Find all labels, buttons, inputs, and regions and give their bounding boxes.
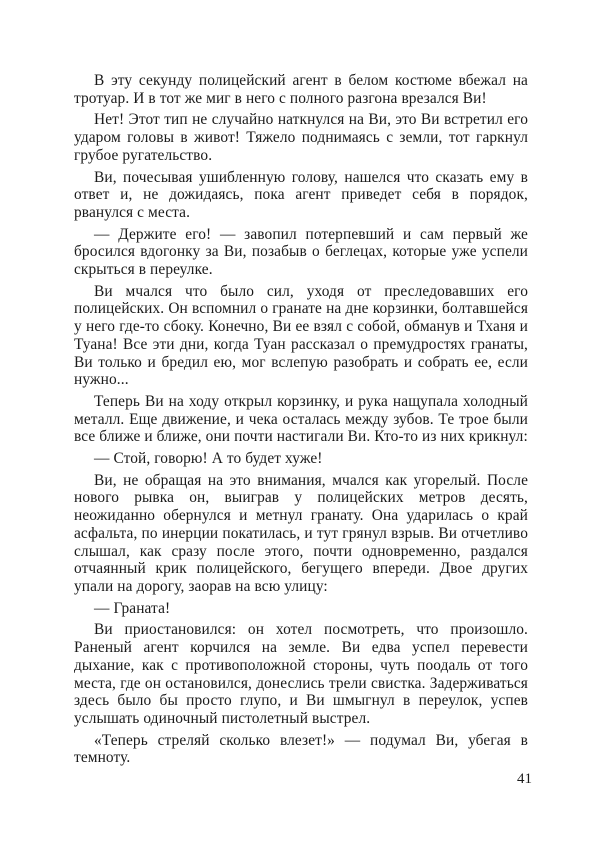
paragraph: «Теперь стреляй сколько влезет!» — подумал Ви, убегая в темноту. <box>74 731 528 767</box>
paragraph: — Стой, говорю! А то будет хуже! <box>94 450 323 468</box>
paragraph: Теперь Ви на ходу открыл корзинку, и рука нащупала холодный металл. Еще движение, и чека осталась между зубов. Те трое были все ближе и ближе, они почти настигали Ви. Кто-то из них крикнул: <box>74 392 528 446</box>
paragraph: — Граната! <box>94 599 171 617</box>
paragraph: — Держите его! — завопил потерпевший и сам первый же бросился вдогонку за Ви, позабыв о беглецах, которые уже успели скрыться в переулке. <box>74 225 528 279</box>
paragraph: Ви мчался что было сил, уходя от преследовавших его полицейских. Он вспомнил о гранате на дне корзинки, болтавшейся у него где-то сбоку. Конечно, Ви ее взял с собой, обманув и Тханя и Туана! Все эти дни, когда Туан рассказал о премудростях гранаты, Ви только и бредил ею, мог вслепую разобрать и собрать ее, если нужно... <box>74 282 528 389</box>
paragraph: Ви, не обращая на это внимания, мчался как угорелый. После нового рывка он, выиграв у полицейских метров десять, неожиданно обернулся и метнул гранату. Она ударилась о край асфальта, по инерции покатилась, и тут грянул взрыв. Ви отчетливо слышал, как сразу после этого, почти одновременно, раздался отчаянный крик полицейского, бегущего впереди. Двое других упали на дорогу, заорав на всю улицу: <box>74 471 528 595</box>
paragraph: Ви приостановился: он хотел посмотреть, что произошло. Раненый агент корчился на земле. Ви едва успел перевести дыхание, как с противоположной стороны, чуть поодаль от того места, где он остановился, донеслись трели свистка. Задерживаться здесь было бы просто глупо, и Ви шмыгнул в переулок, успев услышать одиночный пистолетный выстрел. <box>74 621 528 727</box>
main-text <box>74 72 528 771</box>
page-number: 41 <box>517 771 532 787</box>
paragraph: Нет! Этот тип не случайно наткнулся на Ви, это Ви встретил его ударом головы в живот! Тяжело поднимаясь с земли, тот гаркнул грубое ругательство. <box>74 111 528 164</box>
paragraph: Ви, почесывая ушибленную голову, нашелся что сказать ему в ответ и, не дожидаясь, пока агент приведет себя в порядок, рванулся с места. <box>74 168 528 221</box>
paragraph: В эту секунду полицейский агент в белом костюме вбежал на тротуар. И в тот же миг в него с полного разгона врезался Ви! <box>74 72 528 107</box>
